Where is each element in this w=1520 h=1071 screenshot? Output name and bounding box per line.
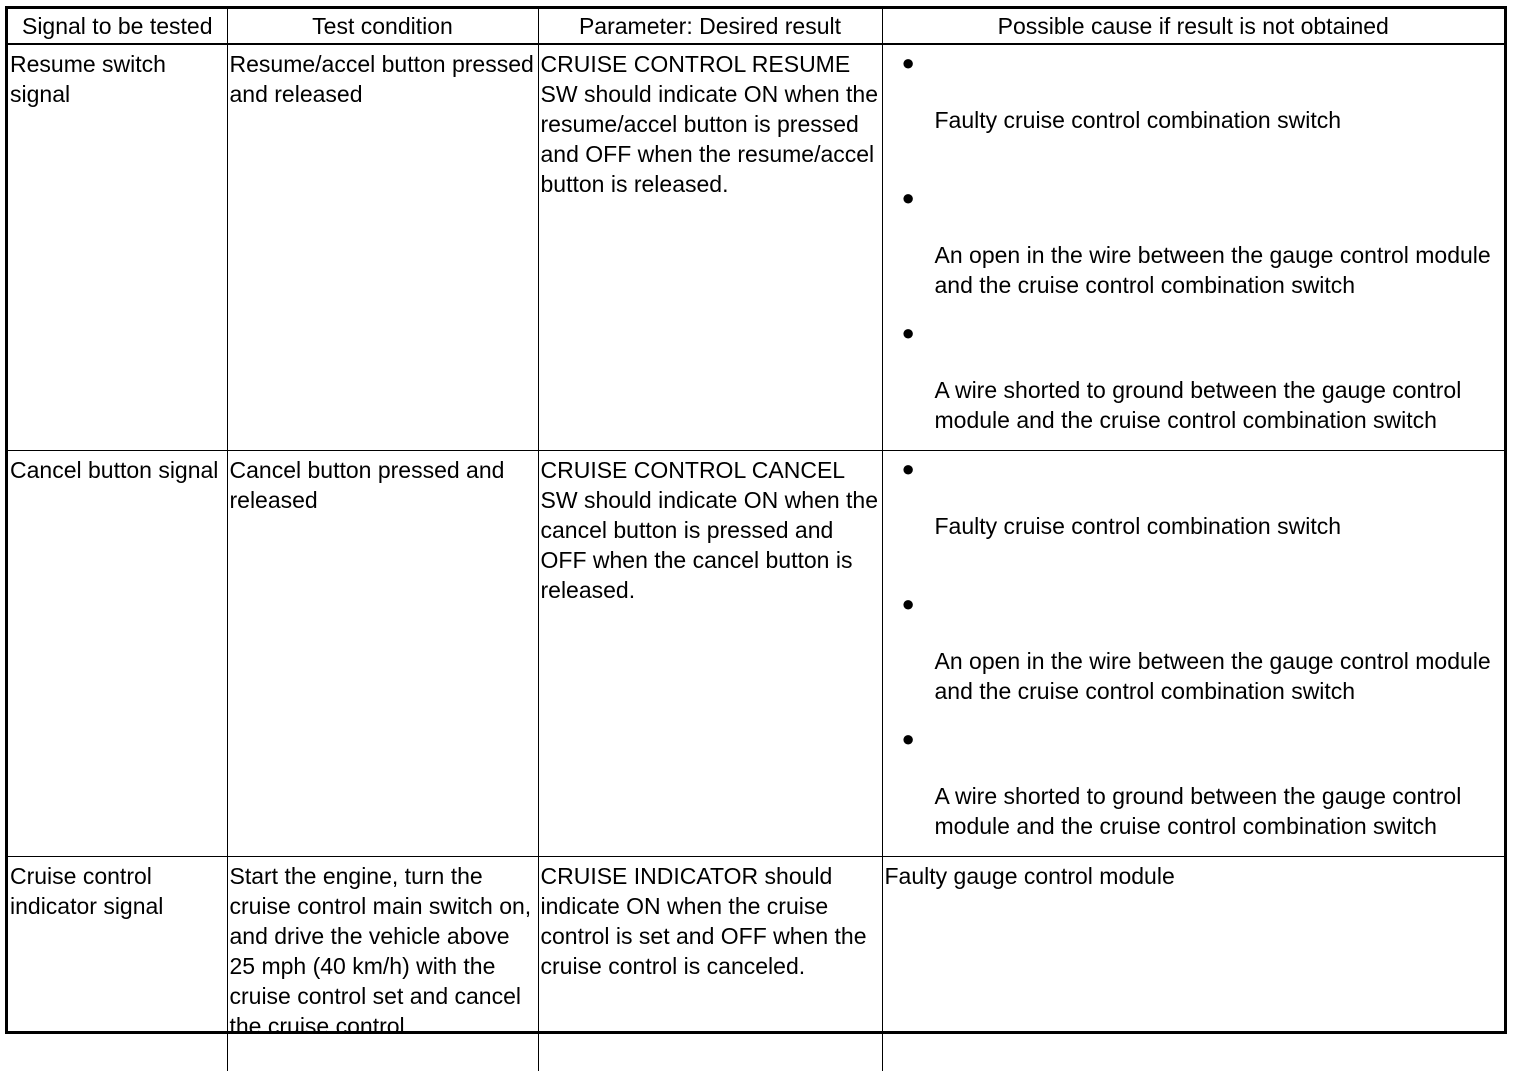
cell-signal — [8, 451, 227, 857]
cause-item — [883, 45, 1505, 180]
cell-causes — [882, 451, 1504, 857]
cause-item — [883, 180, 1505, 315]
cell-condition — [227, 451, 538, 857]
bullet-icon: ● — [901, 591, 915, 616]
condition-text: Cancel button pressed and released — [229, 457, 505, 513]
bullet-icon: ● — [901, 726, 915, 751]
table-row — [8, 857, 1504, 1071]
cause-text: An open in the wire between the gauge control module and the cruise control combination switch — [934, 242, 1491, 298]
signal-text: Cruise control indicator signal — [10, 863, 164, 919]
cell-causes — [882, 857, 1504, 1071]
header-condition: Test condition — [227, 9, 538, 44]
cause-item — [883, 721, 1505, 856]
result-text: CRUISE CONTROL RESUME SW should indicate ON when the resume/accel button is pressed and OFF when the resume/accel button is released. — [540, 51, 879, 197]
result-text: CRUISE CONTROL CANCEL SW should indicate ON when the cancel button is pressed and OFF when the cancel button is released. — [540, 457, 879, 603]
cause-text: An open in the wire between the gauge control module and the cruise control combination switch — [934, 648, 1491, 704]
cause-text: Faulty cruise control combination switch — [934, 107, 1341, 133]
bullet-icon: ● — [901, 185, 915, 210]
signal-text: Resume switch signal — [10, 51, 166, 107]
cell-result — [538, 857, 882, 1071]
cause-text: Faulty cruise control combination switch — [934, 513, 1341, 539]
cell-condition — [227, 44, 538, 451]
bullet-icon: ● — [901, 50, 915, 75]
header-row — [8, 9, 1504, 44]
cause-list — [883, 451, 1505, 856]
cause-text: Faulty gauge control module — [884, 863, 1175, 889]
cause-item — [883, 315, 1505, 450]
cause-item — [883, 451, 1505, 586]
table-row — [8, 44, 1504, 451]
condition-text: Resume/accel button pressed and released — [229, 51, 534, 107]
condition-text: Start the engine, turn the cruise control main switch on, and drive the vehicle above 25 mph (40 km/h) with the cruise control set and cancel the cruise control. — [229, 863, 532, 1039]
result-text: CRUISE INDICATOR should indicate ON when the cruise control is set and OFF when the cruise control is canceled. — [540, 863, 867, 979]
cell-signal — [8, 857, 227, 1071]
diagnostic-table-frame — [5, 6, 1507, 1039]
cause-text: A wire shorted to ground between the gauge control module and the cruise control combination switch — [934, 377, 1462, 433]
signal-text: Cancel button signal — [10, 457, 219, 483]
cell-signal — [8, 44, 227, 451]
header-result: Parameter: Desired result — [538, 9, 882, 44]
cell-causes — [882, 44, 1504, 451]
cell-result — [538, 44, 882, 451]
table-row — [8, 451, 1504, 857]
cell-condition — [227, 857, 538, 1071]
cause-list — [883, 45, 1505, 450]
header-signal: Signal to be tested — [8, 9, 227, 44]
cause-item — [883, 586, 1505, 721]
bullet-icon: ● — [901, 320, 915, 345]
header-cause: Possible cause if result is not obtained — [882, 9, 1504, 44]
cause-text: A wire shorted to ground between the gauge control module and the cruise control combination switch — [934, 783, 1462, 839]
cell-result — [538, 451, 882, 857]
diagnostic-table — [8, 9, 1504, 1071]
bullet-icon: ● — [901, 456, 915, 481]
